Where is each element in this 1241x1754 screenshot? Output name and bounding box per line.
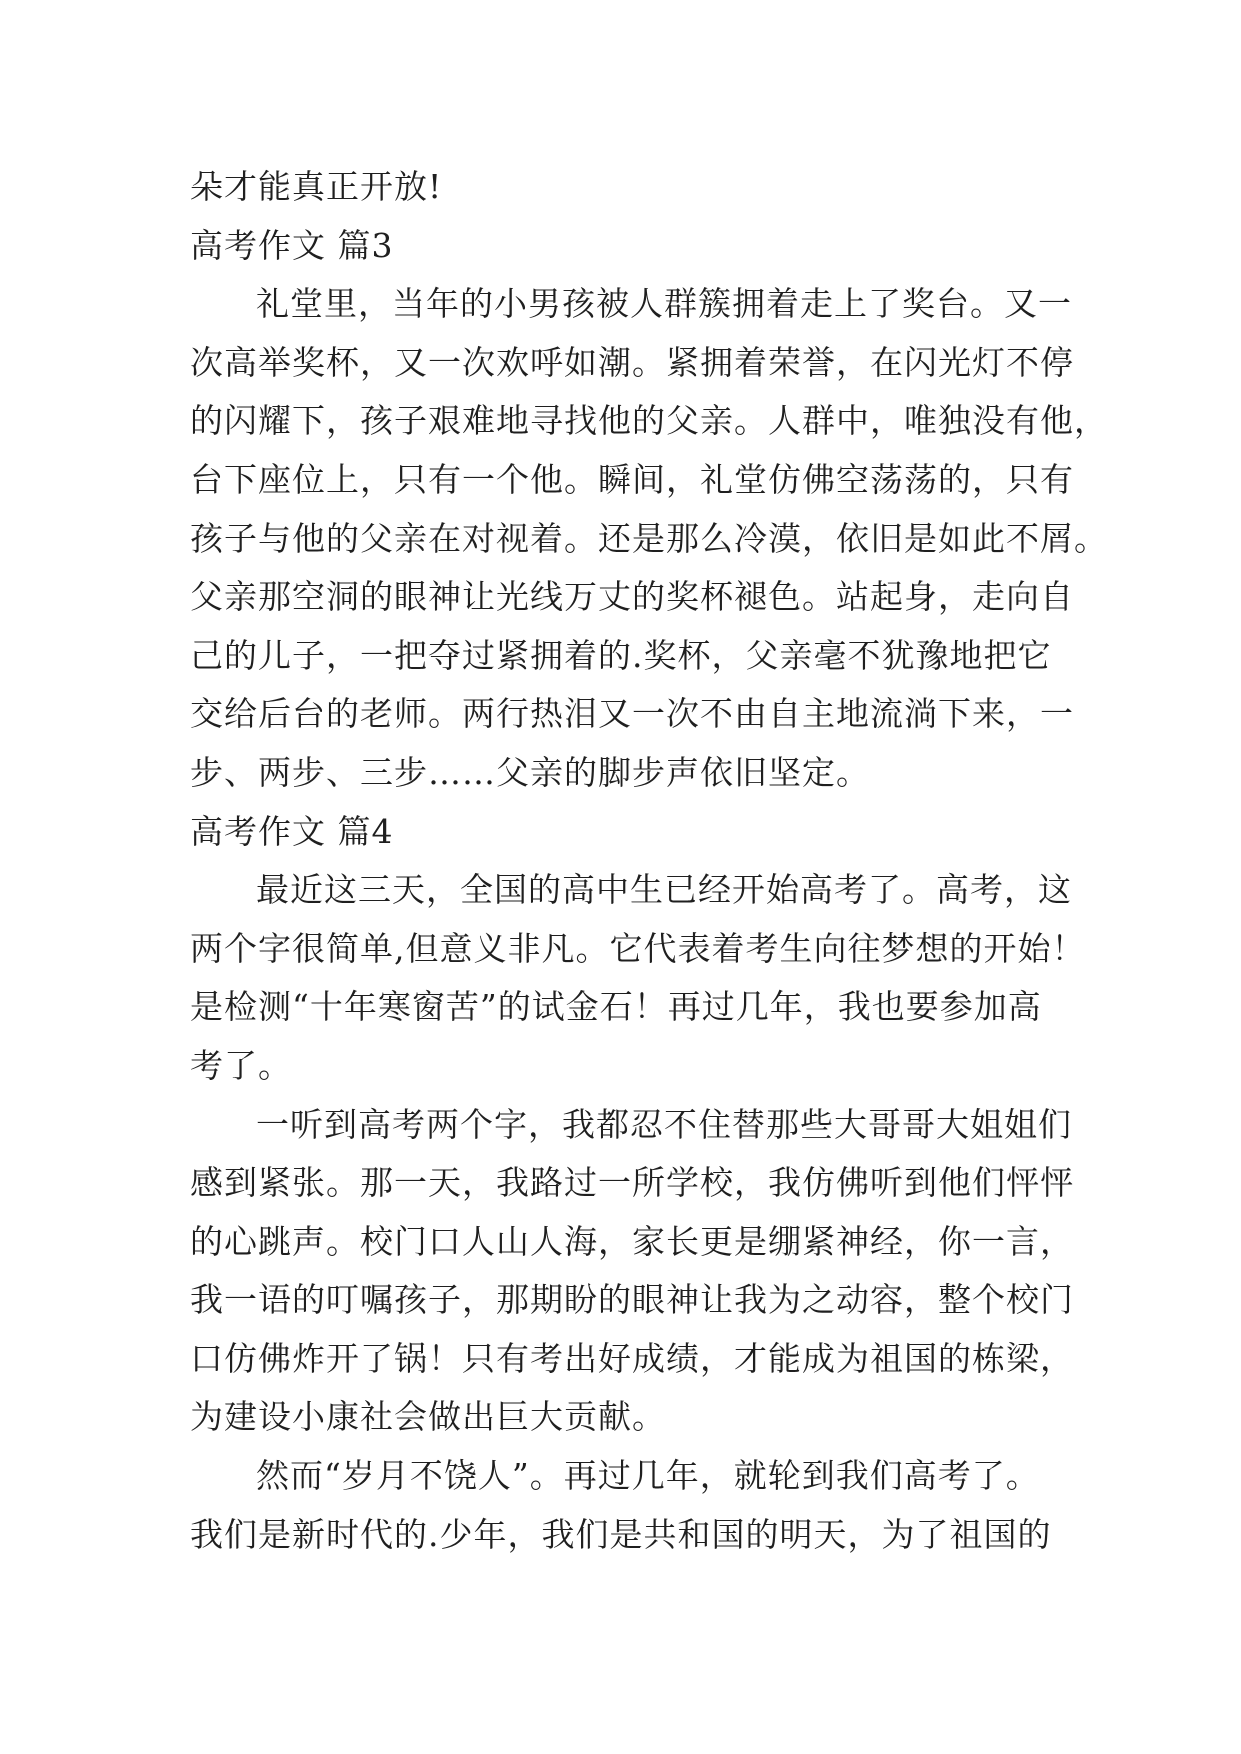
text-line: 两个字很简单,但意义非凡。它代表着考生向往梦想的开始！ — [190, 928, 1086, 968]
text-line: 礼堂里，当年的小男孩被人群簇拥着走上了奖台。又一 — [256, 284, 1072, 324]
text-line: 然而“岁月不饶人”。再过几年，就轮到我们高考了。 — [256, 1456, 1040, 1496]
text-line: 孩子与他的父亲在对视着。还是那么冷漠，依旧是如此不屑。 — [190, 518, 1108, 558]
text-line: 的闪耀下，孩子艰难地寻找他的父亲。人群中，唯独没有他， — [190, 401, 1108, 441]
section-heading-4: 高考作文 篇4 — [190, 811, 394, 851]
section-heading-3: 高考作文 篇3 — [190, 225, 394, 265]
text-line: 交给后台的老师。两行热泪又一次不由自主地流淌下来，一 — [190, 694, 1074, 734]
text-line: 最近这三天，全国的高中生已经开始高考了。高考，这 — [256, 870, 1072, 910]
text-line: 的心跳声。校门口人山人海，家长更是绷紧神经，你一言， — [190, 1221, 1074, 1261]
text-line: 己的儿子，一把夺过紧拥着的.奖杯，父亲毫不犹豫地把它 — [190, 635, 1052, 675]
text-line: 父亲那空洞的眼神让光线万丈的奖杯褪色。站起身，走向自 — [190, 577, 1074, 617]
document-body — [190, 158, 1108, 1564]
text-line: 一听到高考两个字，我都忍不住替那些大哥哥大姐姐们 — [256, 1104, 1072, 1144]
text-line: 是检测“十年寒窗苦”的试金石！再过几年，我也要参加高 — [190, 987, 1042, 1027]
text-line: 台下座位上，只有一个他。瞬间，礼堂仿佛空荡荡的，只有 — [190, 459, 1074, 499]
text-line: 次高举奖杯，又一次欢呼如潮。紧拥着荣誉，在闪光灯不停 — [190, 342, 1074, 382]
text-line: 我们是新时代的.少年，我们是共和国的明天，为了祖国的 — [190, 1514, 1052, 1554]
text-line: 考了。 — [190, 1045, 292, 1085]
text-line: 为建设小康社会做出巨大贡献。 — [190, 1397, 666, 1437]
text-line: 步、两步、三步……父亲的脚步声依旧坚定。 — [190, 752, 870, 792]
text-line: 感到紧张。那一天，我路过一所学校，我仿佛听到他们怦怦 — [190, 1163, 1074, 1203]
text-line: 口仿佛炸开了锅！只有考出好成绩，才能成为祖国的栋梁， — [190, 1338, 1074, 1378]
text-line: 朵才能真正开放! — [190, 167, 443, 206]
text-line: 我一语的叮嘱孩子，那期盼的眼神让我为之动容，整个校门 — [190, 1280, 1074, 1320]
